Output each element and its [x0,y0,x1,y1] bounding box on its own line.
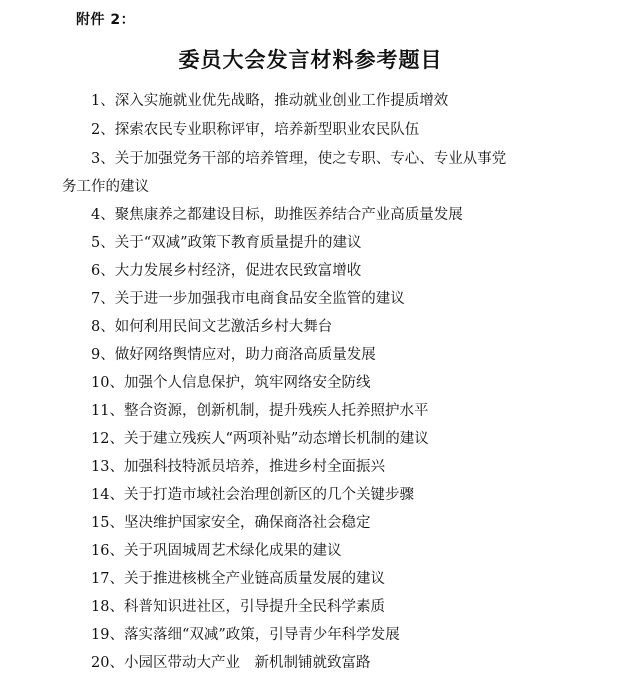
topic-item-3: 3、关于加强党务干部的培养管理，使之专职、专心、专业从事党 [91,151,507,167]
page-title: 委员大会发言材料参考题目 [178,48,443,72]
topic-item-11: 11、整合资源，创新机制，提升残疾人托养照护水平 [91,403,429,419]
topic-item-13: 13、加强科技特派员培养，推进乡村全面振兴 [91,459,385,475]
topic-item-4: 4、聚焦康养之都建设目标，助推医养结合产业高质量发展 [91,207,463,223]
topic-item-3-continued: 务工作的建议 [62,179,149,195]
topic-item-20: 20、小园区带动大产业 新机制铺就致富路 [91,655,371,671]
topic-item-12: 12、关于建立残疾人“两项补贴”动态增长机制的建议 [91,431,429,447]
topic-item-1: 1、深入实施就业优先战略，推动就业创业工作提质增效 [91,93,449,109]
topic-item-10: 10、加强个人信息保护，筑牢网络安全防线 [91,375,371,391]
topic-item-7: 7、关于进一步加强我市电商食品安全监管的建议 [91,291,405,307]
topic-item-8: 8、如何利用民间文艺激活乡村大舞台 [91,319,333,335]
topic-item-19: 19、落实落细“双减”政策，引导青少年科学发展 [91,627,400,643]
topic-item-18: 18、科普知识进社区，引导提升全民科学素质 [91,599,385,615]
topic-item-14: 14、关于打造市域社会治理创新区的几个关键步骤 [91,487,414,503]
attachment-label: 附件 2： [76,12,136,28]
topic-item-9: 9、做好网络舆情应对，助力商洛高质量发展 [91,347,376,363]
topic-item-5: 5、关于“双减”政策下教育质量提升的建议 [91,235,362,251]
topic-item-17: 17、关于推进核桃全产业链高质量发展的建议 [91,571,385,587]
topic-item-6: 6、大力发展乡村经济，促进农民致富增收 [91,263,362,279]
topic-item-2: 2、探索农民专业职称评审，培养新型职业农民队伍 [91,122,420,138]
topic-item-15: 15、坚决维护国家安全，确保商洛社会稳定 [91,515,371,531]
topic-item-16: 16、关于巩固城周艺术绿化成果的建议 [91,543,342,559]
